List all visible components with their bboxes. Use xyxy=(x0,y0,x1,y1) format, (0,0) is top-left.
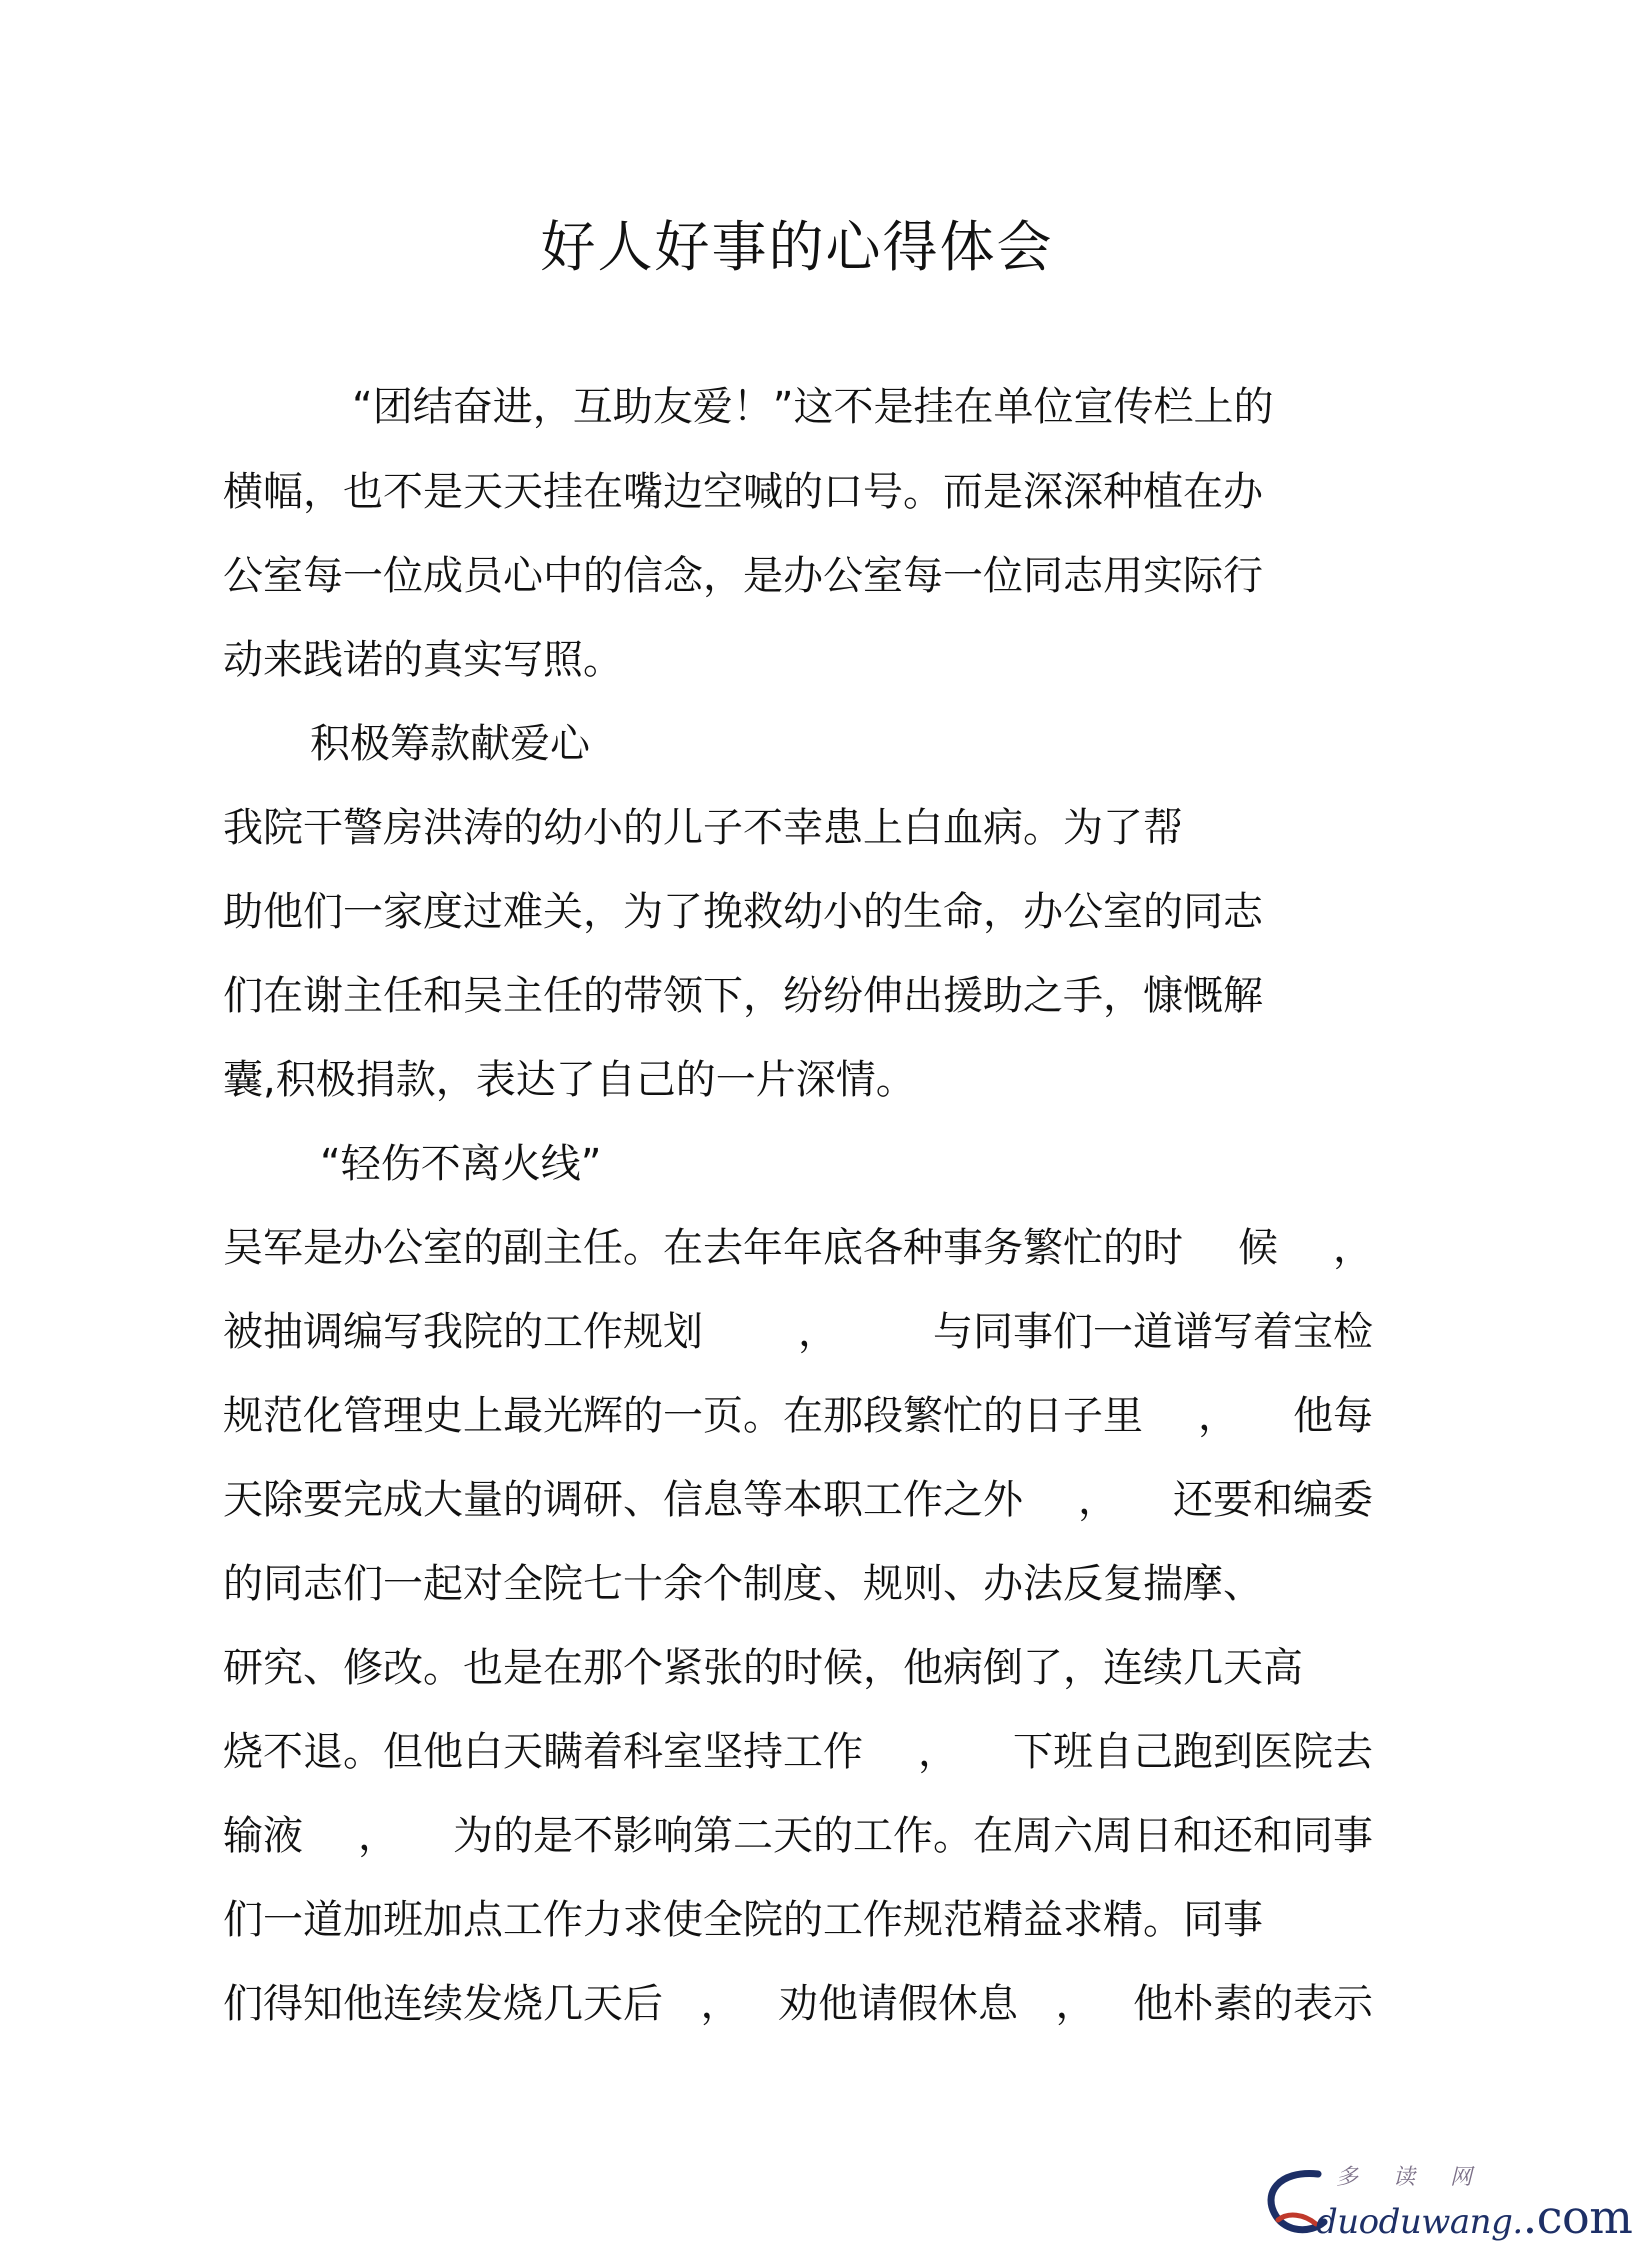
paragraph-line: 吴军是办公室的副主任。在去年年底各种事务繁忙的时 候 ， xyxy=(223,1225,1373,1271)
paragraph-line: 的同志们一起对全院七十余个制度、规则、办法反复揣摩、 xyxy=(223,1561,1263,1607)
paragraph-line: 囊,积极捐款，表达了自己的一片深情。 xyxy=(223,1057,916,1103)
paragraph-line: 天除要完成大量的调研、信息等本职工作之外 ， 还要和编委 xyxy=(223,1477,1373,1523)
paragraph-line: 们在谢主任和吴主任的带领下，纷纷伸出援助之手，慷慨解 xyxy=(223,973,1263,1019)
site-watermark-logo xyxy=(1258,2160,1632,2244)
section-heading: “轻伤不离火线” xyxy=(320,1141,602,1187)
paragraph-line: 输液 ， 为的是不影响第二天的工作。在周六周日和还和同事 xyxy=(223,1813,1373,1859)
paragraph-line: 被抽调编写我院的工作规划 ， 与同事们一道谱写着宝检 xyxy=(223,1309,1373,1355)
paragraph-line: 烧不退。但他白天瞒着科室坚持工作 ， 下班自己跑到医院去 xyxy=(223,1729,1373,1775)
document-title: 好人好事的心得体会 xyxy=(540,215,1054,279)
paragraph-line: 们一道加班加点工作力求使全院的工作规范精益求精。同事 xyxy=(223,1897,1263,1943)
logo-chinese-text: 多 读 网 xyxy=(1336,2165,1486,2190)
paragraph-line: 规范化管理史上最光辉的一页。在那段繁忙的日子里 ， 他每 xyxy=(223,1393,1373,1439)
paragraph-line: 动来践诺的真实写照。 xyxy=(223,637,623,683)
logo-url-text: duoduwang..com xyxy=(1316,2190,1632,2244)
paragraph-line: 我院干警房洪涛的幼小的儿子不幸患上白血病。为了帮 xyxy=(223,805,1183,851)
paragraph-line: “团结奋进，互助友爱！”这不是挂在单位宣传栏上的 xyxy=(352,384,1274,430)
paragraph-line: 横幅，也不是天天挂在嘴边空喊的口号。而是深深种植在办 xyxy=(223,469,1263,515)
paragraph-line: 们得知他连续发烧几天后 ， 劝他请假休息 ， 他朴素的表示 xyxy=(223,1981,1373,2027)
paragraph-line: 研究、修改。也是在那个紧张的时候，他病倒了，连续几天高 xyxy=(223,1645,1303,1691)
section-heading: 积极筹款献爱心 xyxy=(310,721,590,767)
paragraph-line: 公室每一位成员心中的信念，是办公室每一位同志用实际行 xyxy=(223,553,1263,599)
paragraph-line: 助他们一家度过难关，为了挽救幼小的生命，办公室的同志 xyxy=(223,889,1263,935)
